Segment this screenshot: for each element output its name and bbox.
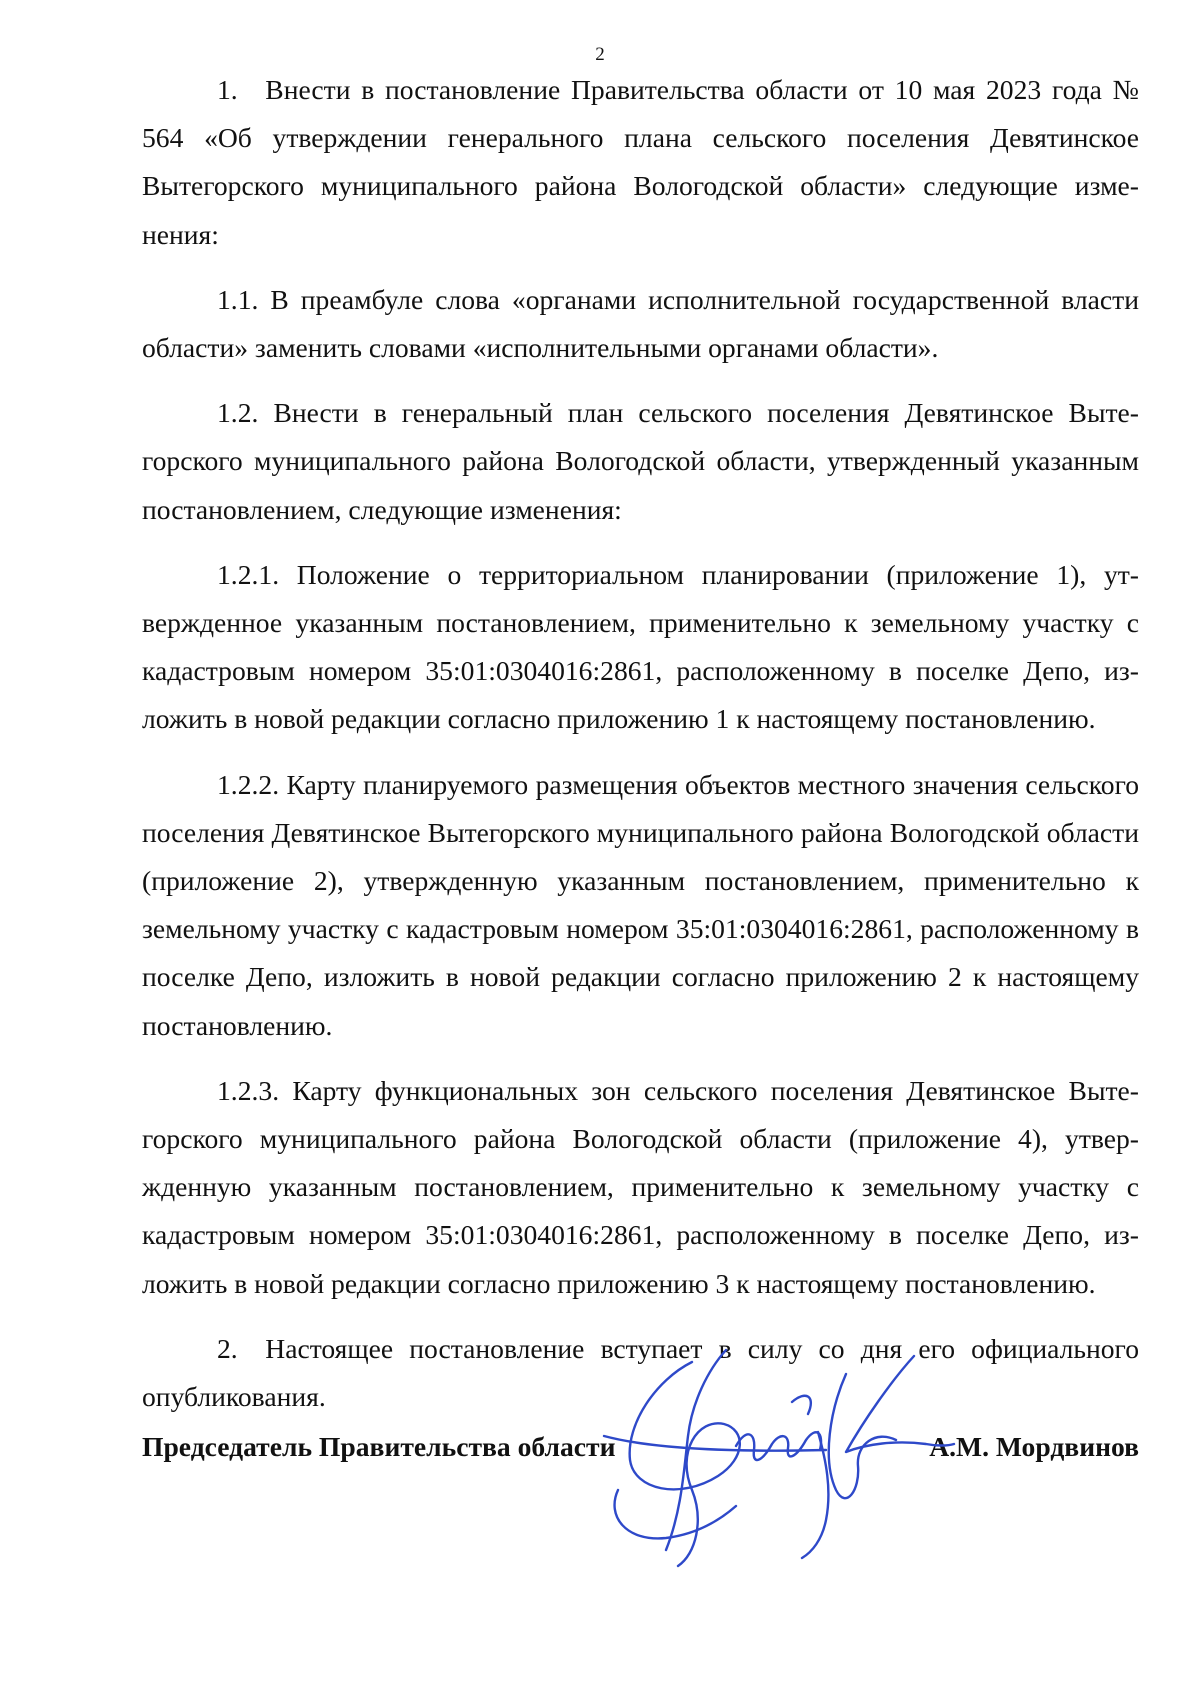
paragraph-1: 1. Внести в постановление Правительства области от 10 мая 2023 года № 564 «Об утверждении генерального плана сельского поселения Девятинское Вытегорского муниципального района Вологодской области» следующие изменения: <box>142 74 1139 250</box>
paragraph-1-2-2: 1.2.2. Карту планируемого размещения объектов местного значения сельского поселения Девятинское Вытегорского муниципального района Вологодской области (приложение 2), утвержденную указанным постановлением, применительно к земельному участку с кадастровым номером 35:01:0304016:2861, расположенному в поселке Депо, изложить в новой редакции согласно приложению 2 к настоящему постановлению. <box>142 768 1139 1041</box>
paragraph-1-1: 1.1. В преамбуле слова «органами исполнительной государственной власти области» заменить словами «исполнительными органами области». <box>142 283 1139 364</box>
paragraph-1-2-1: 1.2.1. Положение о территориальном планировании (приложение 1), утвержденное указанным постановлением, применительно к земельному участку с кадастровым номером 35:01:0304016:2861, расположенному в поселке Депо, изложить в новой редакции согласно приложению 1 к настоящему постановлению. <box>142 558 1139 735</box>
signatory-position: Председатель Правительства области <box>142 1431 616 1462</box>
signatory-name: А.М. Мордвинов <box>929 1431 1139 1462</box>
paragraph-1-2-3: 1.2.3. Карту функциональных зон сельского поселения Девятинское Вытегорского муниципального района Вологодской области (приложение 4), утвержденную указанным постановлением, применительно к земельному участку с кадастровым номером 35:01:0304016:2861, расположенному в поселке Депо, изложить в новой редакции согласно приложению 3 к настоящему постановлению. <box>142 1074 1139 1299</box>
paragraph-1-2: 1.2. Внести в генеральный план сельского поселения Девятинское Вытегорского муниципального района Вологодской области, утвержденный указанным постановлением, следующие изменения: <box>142 397 1139 525</box>
document-body <box>142 66 1139 1421</box>
handwritten-signature <box>596 1340 956 1576</box>
page-number: 2 <box>595 44 605 65</box>
paragraph-2: 2. Настоящее постановление вступает в силу со дня его официального опубликования. <box>142 1332 1139 1413</box>
